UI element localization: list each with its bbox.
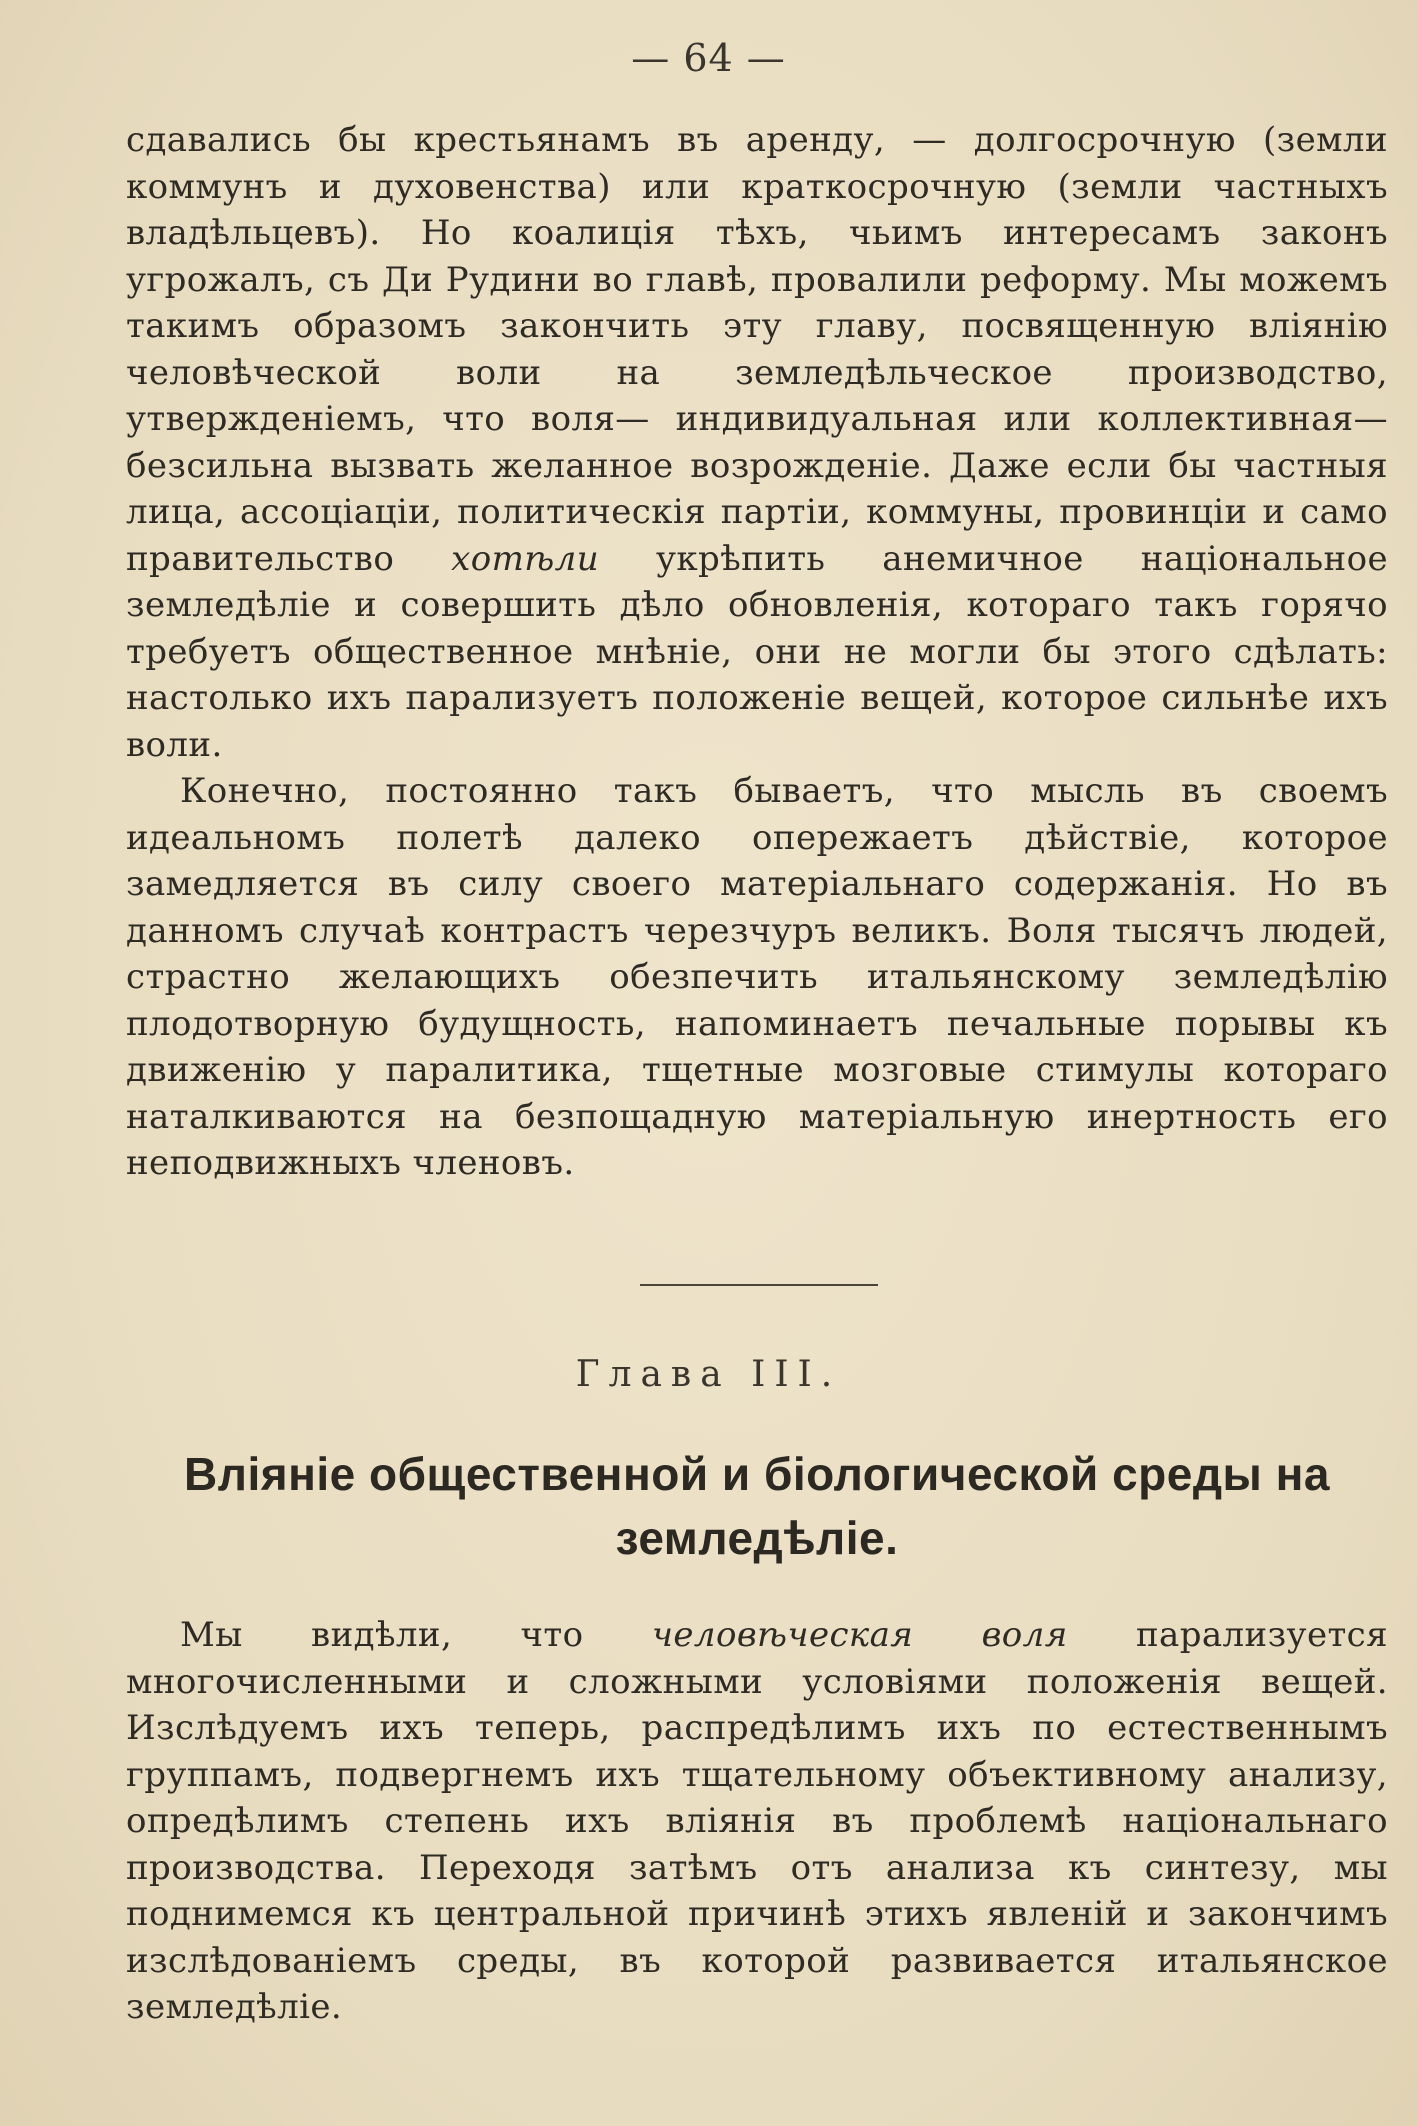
paragraph-3-emphasis: человѣческая воля [651, 1615, 1068, 1655]
paragraph-3 [126, 1612, 1388, 2031]
chapter-title: Вліяніе общественной и біологической среды на земледѣліе. [184, 1448, 1330, 1564]
chapter-label: Глава III. [575, 1354, 842, 1395]
section-1-text [126, 117, 1388, 1187]
paragraph-2: Конечно, постоянно такъ бываетъ, что мысль въ своемъ идеальномъ полетѣ далеко опережаетъ дѣйствіе, которое замедляется въ силу своего матеріальнаго содержанія. Но въ данномъ случаѣ контрастъ черезчуръ великъ. Воля тысячъ людей, страстно желающихъ обезпечить итальянскому земледѣлію плодотворную будущность, напоминаетъ печальные порывы къ движенію у паралитика, тщетные мозговые стимулы котораго наталкиваются на безпощадную матеріальную инертность его неподвижныхъ членовъ. [126, 771, 1388, 1183]
paragraph-3-text: Мы видѣли, что [180, 1615, 652, 1655]
section-divider [640, 1284, 878, 1286]
paragraph-1-text: сдавались бы крестьянамъ въ аренду, — долгосрочную (земли коммунъ и духовенства) или краткосрочную (земли частныхъ владѣльцевъ). Но коалиція тѣхъ, чьимъ интересамъ законъ угрожалъ, съ Ди Рудини во главѣ, провалили реформу. Мы можемъ такимъ образомъ закончить эту главу, посвященную вліянію человѣческой воли на земледѣльческое производство, утвержденіемъ, что воля— индивидуальная или коллективная—безсильна вызвать желанное возрожденіе. Даже если бы частныя лица, ассоціаціи, политическія партіи, коммуны, провинціи и само правительство [126, 120, 1388, 579]
paragraph-3-text-end: парализуется многочисленными и сложными условіями положенія вещей. Изслѣдуемъ ихъ теперь, распредѣлимъ ихъ по естественнымъ группамъ, подвергнемъ ихъ тщательному объективному анализу, опредѣлимъ степень ихъ вліянія въ проблемѣ національнаго производства. Переходя затѣмъ отъ анализа къ синтезу, мы поднимемся къ центральной причинѣ этихъ явленій и закончимъ изслѣдованіемъ среды, въ которой развивается итальянское земледѣліе. [126, 1615, 1388, 2027]
section-2-text [126, 1612, 1388, 2031]
page-number: — 64 — [631, 36, 786, 80]
paragraph-1 [126, 117, 1388, 768]
paragraph-1-text-end: укрѣпить анемичное національное земледѣліе и совершить дѣло обновленія, котораго такъ горячо требуетъ общественное мнѣніе, они не могли бы этого сдѣлать: настолько ихъ парализуетъ положеніе вещей, которое сильнѣе ихъ воли. [126, 538, 1388, 765]
paragraph-1-emphasis: хотѣли [451, 538, 600, 579]
